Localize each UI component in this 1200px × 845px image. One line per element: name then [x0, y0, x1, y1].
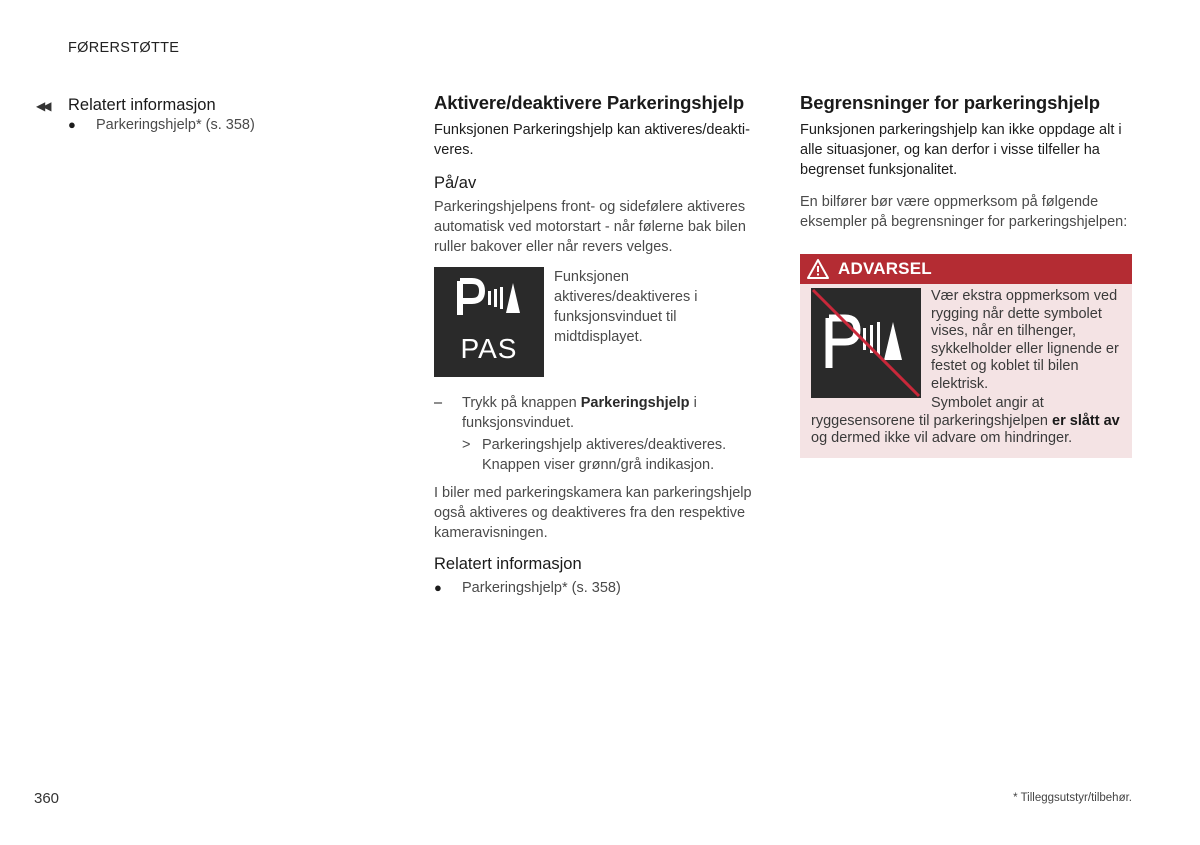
related-link[interactable]: Parkeringshjelp* (s. 358)	[96, 117, 255, 133]
right-column	[800, 92, 1132, 458]
related-link[interactable]: Parkeringshjelp* (s. 358)	[462, 580, 621, 596]
camera-text: I biler med parkeringskamera kan parkeringshjelp også aktiveres og deaktiveres fra den respektive kameravisningen.	[434, 485, 752, 541]
warning-text-2-suffix: og dermed ikke vil advare om hindringer.	[811, 430, 1073, 446]
dash-marker: –	[434, 395, 443, 411]
onoff-text: Parkeringshjelpens front- og sidefølere aktiveres automatisk ved motorstart - når følerne bak bilen ruller bakover eller når revers velges.	[434, 199, 746, 255]
warning-header	[800, 254, 1132, 284]
warning-box	[800, 254, 1132, 458]
warning-triangle-icon	[806, 258, 830, 280]
section-title: Aktivere/deaktivere Parkeringshjelp	[434, 92, 745, 113]
parking-assist-off-icon	[811, 288, 921, 398]
step-button-name: Parkeringshjelp	[580, 395, 690, 411]
bullet-icon: ●	[434, 580, 442, 595]
step-item	[434, 393, 770, 433]
related-info-title: Relatert informasjon	[434, 555, 582, 573]
related-info-link[interactable]	[36, 96, 356, 115]
result-text: Parkeringshjelp aktiveres/deaktiveres. Knappen viser grønn/grå indikasjon.	[482, 437, 727, 473]
left-column	[36, 92, 356, 135]
section-header: FØRERSTØTTE	[68, 40, 180, 56]
step-prefix: Trykk på knappen	[462, 395, 581, 411]
intro-text: Funksjonen parkeringshjelp kan ikke oppdage alt i alle situasjoner, og kan derfor i visse tilfeller ha begrenset funksjonalitet.	[800, 122, 1122, 178]
page-number: 360	[34, 790, 60, 807]
warning-text-2-prefix: Symbolet angir at ryggesensorene til parkeringshjelpen	[811, 395, 1053, 429]
result-item	[462, 435, 770, 475]
list-item[interactable]	[68, 115, 356, 135]
middle-column	[434, 92, 770, 598]
double-chevron-left-icon: ◀◀	[36, 98, 49, 113]
limitations-text: En bilfører bør være oppmerksom på følgende eksempler på begrensninger for parkeringshjelpen:	[800, 194, 1128, 230]
step-text	[462, 393, 770, 433]
related-info-title: Relatert informasjon	[68, 96, 216, 114]
warning-body	[800, 284, 1132, 458]
section-title: Begrensninger for parkeringshjelp	[800, 92, 1100, 113]
step-suffix: i funksjonsvinduet.	[462, 395, 697, 431]
pas-label: PAS	[460, 333, 518, 364]
icon-caption: Funksjonen aktiveres/deaktiveres i funksjonsvinduet til midtdisplayet.	[554, 269, 698, 345]
subsection-title: På/av	[434, 174, 477, 192]
warning-text-2-bold: er slått av	[1052, 412, 1120, 429]
warning-title: ADVARSEL	[838, 259, 932, 278]
warning-text-1: Vær ekstra oppmerksom ved rygging når dette symbolet vises, når en tilhenger, sykkelholder eller lignende er festet og koblet til bilen elektrisk.	[931, 288, 1119, 392]
intro-text: Funksjonen Parkeringshjelp kan aktiveres/deakti-veres.	[434, 122, 750, 158]
parking-assist-icon	[434, 267, 544, 377]
list-item[interactable]	[434, 578, 770, 598]
result-mark: >	[462, 437, 471, 453]
bullet-icon: ●	[68, 117, 76, 132]
footnote: * Tilleggsutstyr/tilbehør.	[1013, 792, 1132, 804]
icon-row	[434, 267, 770, 377]
warning-text-2	[811, 395, 1120, 448]
